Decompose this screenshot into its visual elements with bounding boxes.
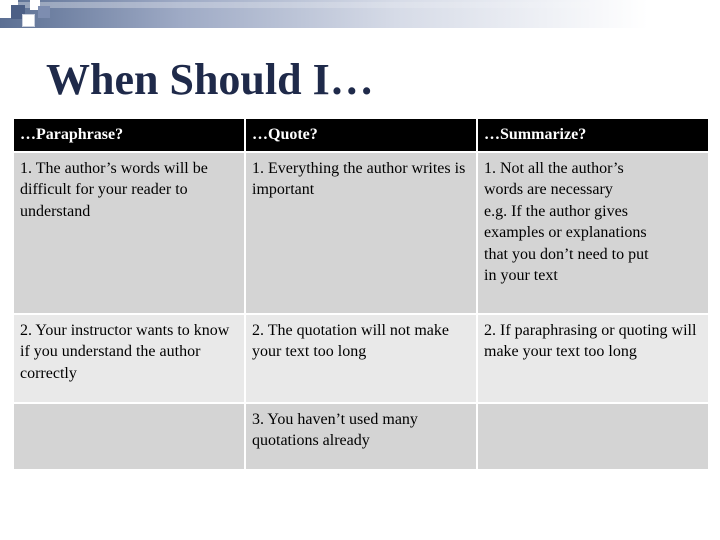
quote-reason-3: 3. You haven’t used many quotations already	[252, 410, 418, 449]
table-cell	[245, 314, 477, 403]
header-summarize: …Summarize?	[477, 118, 709, 152]
table-cell	[245, 152, 477, 314]
table-row	[13, 403, 709, 470]
summarize-reason-1: 1. Not all the author’s words are necessary e.g. If the author gives examples or explanations that you don’t need to put in your text	[484, 159, 649, 284]
slide-title: When Should I…	[46, 55, 374, 104]
table-cell-empty	[477, 403, 709, 470]
table-row	[13, 314, 709, 403]
decorative-square	[22, 14, 35, 27]
quote-reason-2: 2. The quotation will not make your text too long	[252, 321, 450, 360]
table-row	[13, 152, 709, 314]
paraphrase-reason-2: 2. Your instructor wants to know if you understand the author correctly	[20, 321, 230, 382]
header-paraphrase: …Paraphrase?	[13, 118, 245, 152]
paraphrase-reason-1: 1. The author’s words will be difficult for your reader to understand	[20, 159, 208, 220]
comparison-table	[12, 117, 710, 471]
decorative-square	[38, 6, 50, 18]
table-cell	[477, 314, 709, 403]
table-cell	[13, 152, 245, 314]
table-header-row	[13, 118, 709, 152]
table-cell	[245, 403, 477, 470]
table-cell-empty	[13, 403, 245, 470]
table-cell	[13, 314, 245, 403]
summarize-reason-2: 2. If paraphrasing or quoting will make your text too long	[484, 321, 697, 360]
quote-reason-1: 1. Everything the author writes is important	[252, 159, 466, 198]
header-quote: …Quote?	[245, 118, 477, 152]
decorative-header-bar	[0, 0, 720, 28]
table-cell	[477, 152, 709, 314]
